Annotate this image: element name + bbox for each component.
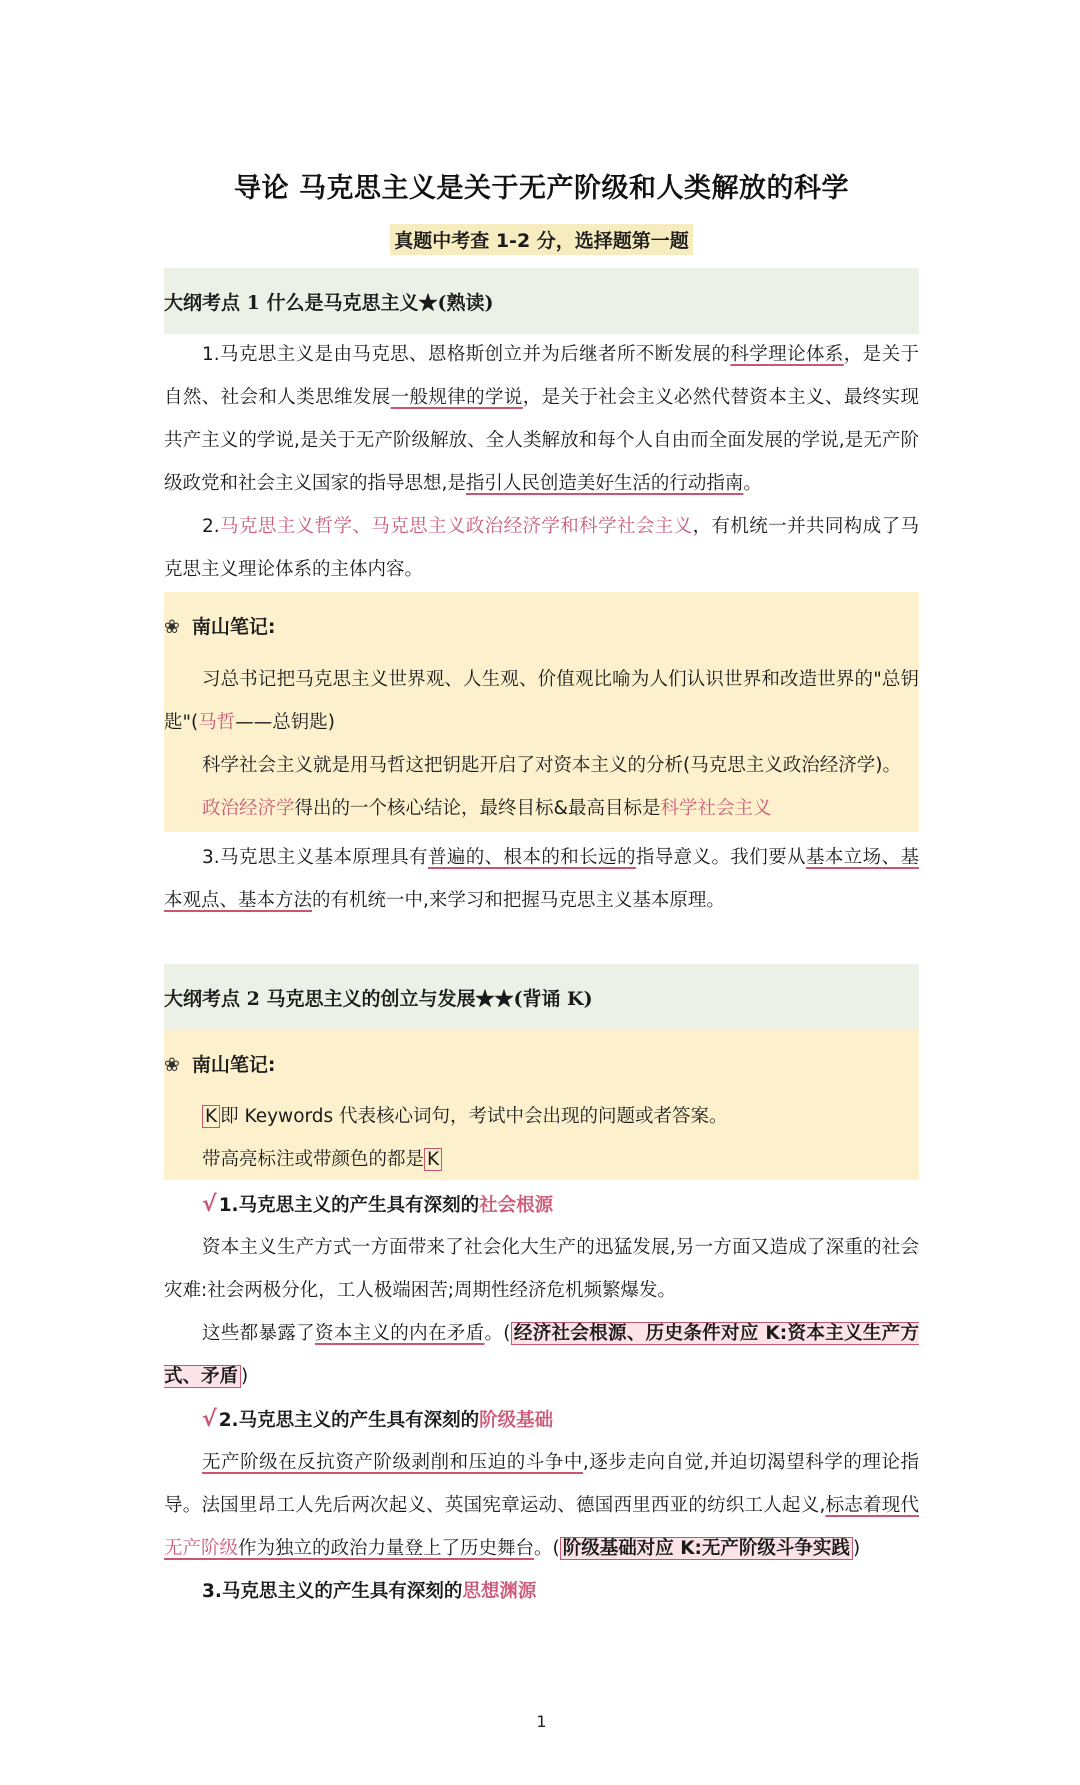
- text-run: 3.马克思主义基本原理具有: [202, 847, 428, 868]
- text-run: 指导意义。我们要从: [635, 847, 806, 868]
- section1-note-line-1: [164, 658, 919, 744]
- section1-paragraph-1: [164, 333, 919, 505]
- section2-item-3-heading: [164, 1570, 919, 1613]
- text-run: 2.: [202, 516, 220, 537]
- check-icon: √: [202, 1192, 217, 1217]
- page-subtitle: 真题中考查 1-2 分，选择题第一题: [390, 224, 693, 255]
- note-heading-text: 南山笔记:: [191, 1054, 276, 1076]
- underlined-term: 普遍的、根本的和长远的: [427, 847, 636, 868]
- highlighted-term: 社会根源: [479, 1195, 554, 1216]
- text-run: ，是关于自然、社会和人类思维发展: [164, 344, 919, 408]
- section1-paragraph-2: [164, 505, 919, 591]
- highlighted-term: 政治经济学: [202, 798, 295, 819]
- note-heading-text: 南山笔记:: [191, 616, 276, 638]
- section1-note-line-2: 科学社会主义就是用马哲这把钥匙开启了对资本主义的分析(马克思主义政治经济学)。: [202, 755, 901, 776]
- flower-icon: ❀: [164, 1054, 180, 1076]
- keyword-box: K: [424, 1148, 442, 1171]
- highlighted-term: 马哲: [198, 712, 236, 733]
- underlined-term: 无产阶级在反抗资产阶级剥削和压迫的斗争中: [202, 1452, 583, 1473]
- section1-heading: 大纲考点 1 什么是马克思主义★(熟读): [164, 292, 494, 314]
- underlined-term: 基本立场、基本观点、基本方法: [164, 847, 919, 911]
- text-run: 。(: [534, 1538, 560, 1559]
- text-run: 带高亮标注或带颜色的都是: [202, 1149, 425, 1170]
- section1-paragraph-3: [164, 836, 919, 922]
- text-run: 。: [743, 473, 762, 494]
- text-run: 1.马克思主义是由马克思、恩格斯创立并为后继者所不断发展的: [202, 344, 731, 365]
- text-run: ,逐步走向自觉,并迫切渴望科学的理论指导。法国里昂工人先后两次起义、英国宪章运动、德国西里西亚的纺织工人起义,: [164, 1452, 919, 1516]
- highlighted-term: 思想渊源: [462, 1581, 537, 1602]
- section1-note-line-3: [164, 787, 919, 830]
- highlighted-term: 阶级基础: [479, 1410, 554, 1431]
- flower-icon: ❀: [164, 616, 180, 638]
- text-run: 2.马克思主义的产生具有深刻的: [218, 1410, 480, 1431]
- text-run: 得出的一个核心结论，最终目标&最高目标是: [294, 798, 661, 819]
- keyword-highlight: 经济社会根源、历史条件对应 K:资本主义生产方式、矛盾: [164, 1323, 919, 1387]
- section2-item-2-heading: [164, 1398, 919, 1442]
- highlighted-term: 无产阶级: [164, 1538, 239, 1559]
- section2-note-line-2: [164, 1138, 919, 1181]
- section2-note-heading: [164, 1050, 276, 1077]
- underlined-term: 科学理论体系: [730, 344, 844, 365]
- highlighted-term: 马克思主义哲学、马克思主义政治经济学和科学社会主义: [219, 516, 693, 537]
- highlighted-term: 科学社会主义: [660, 798, 772, 819]
- section2-note-line-1: [164, 1095, 919, 1138]
- keyword-highlight: 阶级基础对应 K:无产阶级斗争实践: [560, 1537, 853, 1560]
- subtitle-row: [164, 224, 919, 255]
- text-run: ): [852, 1538, 861, 1559]
- text-run: 这些都暴露了: [202, 1323, 315, 1344]
- underlined-term: 标志着现代: [825, 1495, 919, 1516]
- section2-item-1-paragraph-1: 资本主义生产方式一方面带来了社会化大生产的迅猛发展,另一方面又造成了深重的社会灾难:社会两极分化，工人极端困苦;周期性经济危机频繁爆发。: [164, 1237, 919, 1301]
- page-number: 1: [536, 1712, 547, 1731]
- section1-note-heading: [164, 612, 276, 639]
- section2-item-2-paragraph: [164, 1441, 919, 1570]
- section2-item-1-heading: [164, 1183, 919, 1227]
- check-icon: √: [202, 1407, 217, 1432]
- underlined-term: 指引人民创造美好生活的行动指南: [465, 473, 744, 494]
- text-run: ，是关于社会主义必然代替资本主义、最终实现共产主义的学说,是关于无产阶级解放、全人类解放和每个人自由而全面发展的学说,是无产阶级政党和社会主义国家的指导思想,是: [164, 387, 919, 494]
- section2-item-1-paragraph-2: [164, 1312, 919, 1398]
- underlined-term: 作为独立的政治力量登上了历史舞台: [238, 1538, 535, 1559]
- text-run: ): [241, 1366, 249, 1387]
- text-run: 1.马克思主义的产生具有深刻的: [218, 1195, 480, 1216]
- underlined-term: 一般规律的学说: [390, 387, 523, 408]
- text-run: ——总钥匙): [235, 712, 335, 733]
- text-run: 即 Keywords 代表核心词句，考试中会出现的问题或者答案。: [220, 1106, 728, 1127]
- text-run: 的有机统一中,来学习和把握马克思主义基本原理。: [312, 890, 725, 911]
- underlined-term: 资本主义的内在矛盾: [314, 1323, 485, 1344]
- text-run: 3.马克思主义的产生具有深刻的: [202, 1581, 463, 1602]
- text-run: ，有机统一并共同构成了马克思主义理论体系的主体内容。: [164, 516, 919, 580]
- section2-heading: 大纲考点 2 马克思主义的创立与发展★★(背诵 K): [164, 988, 593, 1010]
- text-run: 习总书记把马克思主义世界观、人生观、价值观比喻为人们认识世界和改造世界的"总钥匙"(: [164, 669, 919, 733]
- keyword-box: K: [202, 1105, 220, 1128]
- text-run: 。(: [484, 1323, 511, 1344]
- page-title: 导论 马克思主义是关于无产阶级和人类解放的科学: [234, 173, 849, 204]
